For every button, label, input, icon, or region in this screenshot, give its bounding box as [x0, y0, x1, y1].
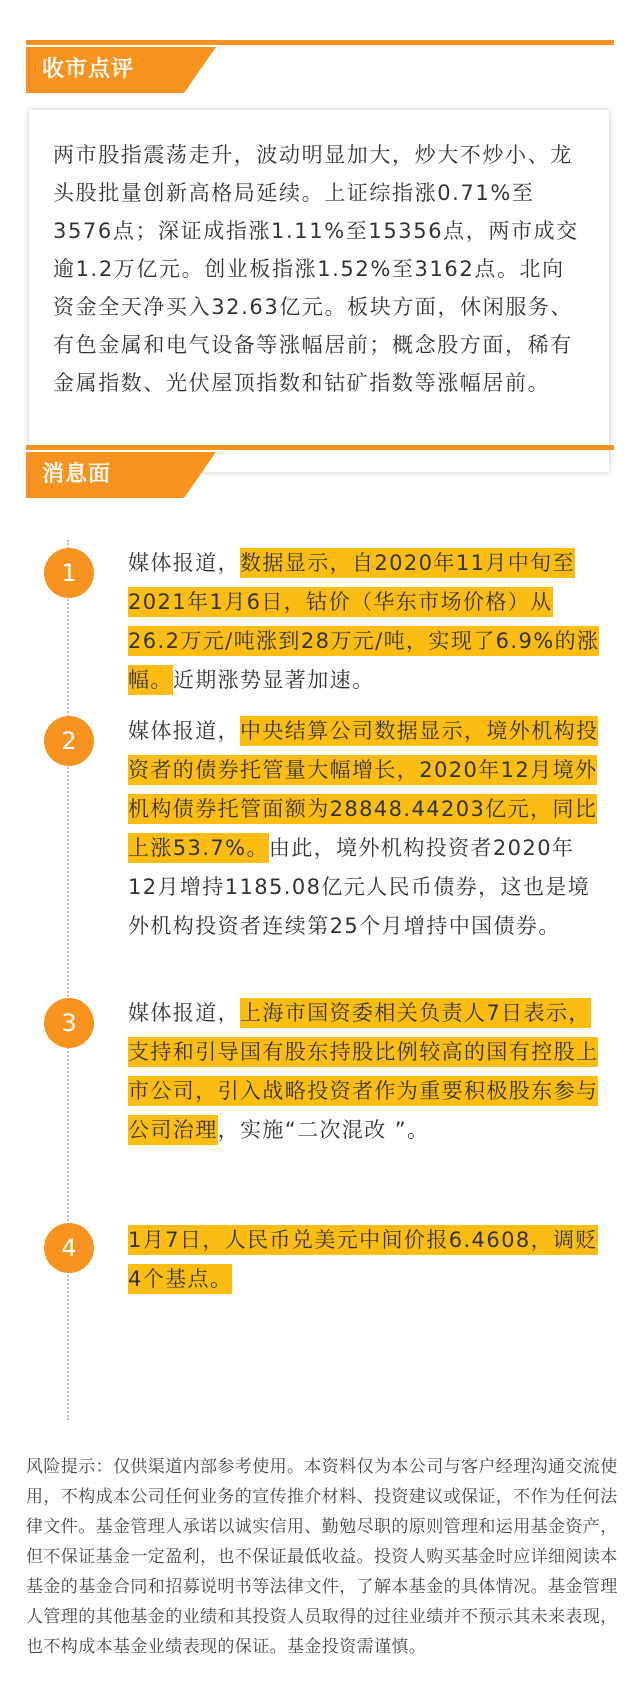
- news-tail: ，实施“二次混改 ”。: [217, 1118, 430, 1142]
- news-text: [128, 544, 600, 700]
- news-highlight: 数据显示，自2020年11月中旬至2021年1月6日，钴价（华东市场价格）从26.2万元/吨涨到28万元/吨，实现了6.9%的涨幅。: [128, 548, 599, 695]
- news-section-banner: [26, 452, 216, 498]
- news-section-title: 消息面: [42, 462, 112, 487]
- risk-disclaimer: 风险提示：仅供渠道内部参考使用。本资料仅为本公司与客户经理沟通交流使用，不构成本公司任何业务的宣传推介材料、投资建议或保证，不作为任何法律文件。基金管理人承诺以诚实信用、勤勉尽职的原则管理和运用基金资产，但不保证基金一定盈利，也不保证最低收益。投资人购买基金时应详细阅读本基金的基金合同和招募说明书等法律文件，了解本基金的具体情况。基金管理人管理的其他基金的业绩和其投资人员取得的过往业绩并不预示其未来表现，也不构成本基金业绩表现的保证。基金投资需谨慎。: [26, 1457, 618, 1657]
- news-lead: 媒体报道，: [128, 551, 240, 575]
- news-highlight: 上海市国资委相关负责人7日表示，支持和引导国有股东持股比例较高的国有控股上市公司，引入战略投资者作为重要积极股东参与公司治理: [128, 998, 598, 1145]
- news-tail: 由此，境外机构投资者2020年12月增持1185.08亿元人民币债券，这也是境外机构投资者连续第25个月增持中国债券。: [128, 836, 591, 938]
- section-divider: [26, 445, 614, 450]
- news-number-badge: 1: [44, 548, 94, 598]
- news-highlight: 中央结算公司数据显示，境外机构投资者的债券托管量大幅增长，2020年12月境外机构债券托管面额为28848.44203亿元，同比上涨53.7%。: [128, 716, 598, 863]
- news-lead: 媒体报道，: [128, 719, 240, 743]
- news-timeline-line: [67, 540, 69, 1420]
- summary-section-title: 收市点评: [42, 57, 135, 82]
- news-text: [128, 712, 600, 946]
- news-highlight: 1月7日，人民币兑美元中间价报6.4608，调贬4个基点。: [128, 1225, 598, 1294]
- news-tail: 近期涨势显著加速。: [172, 668, 375, 692]
- news-text: [128, 994, 600, 1150]
- market-summary-card: [29, 110, 609, 472]
- section-divider: [26, 40, 614, 45]
- news-number-badge: 4: [44, 1223, 94, 1273]
- news-number-badge: 3: [44, 998, 94, 1048]
- summary-section-banner: [26, 47, 216, 93]
- news-lead: 媒体报道，: [128, 1001, 240, 1025]
- news-number-badge: 2: [44, 716, 94, 766]
- market-summary-text: 两市股指震荡走升，波动明显加大，炒大不炒小、龙头股批量创新高格局延续。上证综指涨0.71%至3576点；深证成指涨1.11%至15356点，两市成交逾1.2万亿元。创业板指涨1.52%至3162点。北向资金全天净买入32.63亿元。板块方面，休闲服务、有色金属和电气设备等涨幅居前；概念股方面，稀有金属指数、光伏屋顶指数和钴矿指数等涨幅居前。: [53, 143, 579, 395]
- news-text: [128, 1221, 600, 1299]
